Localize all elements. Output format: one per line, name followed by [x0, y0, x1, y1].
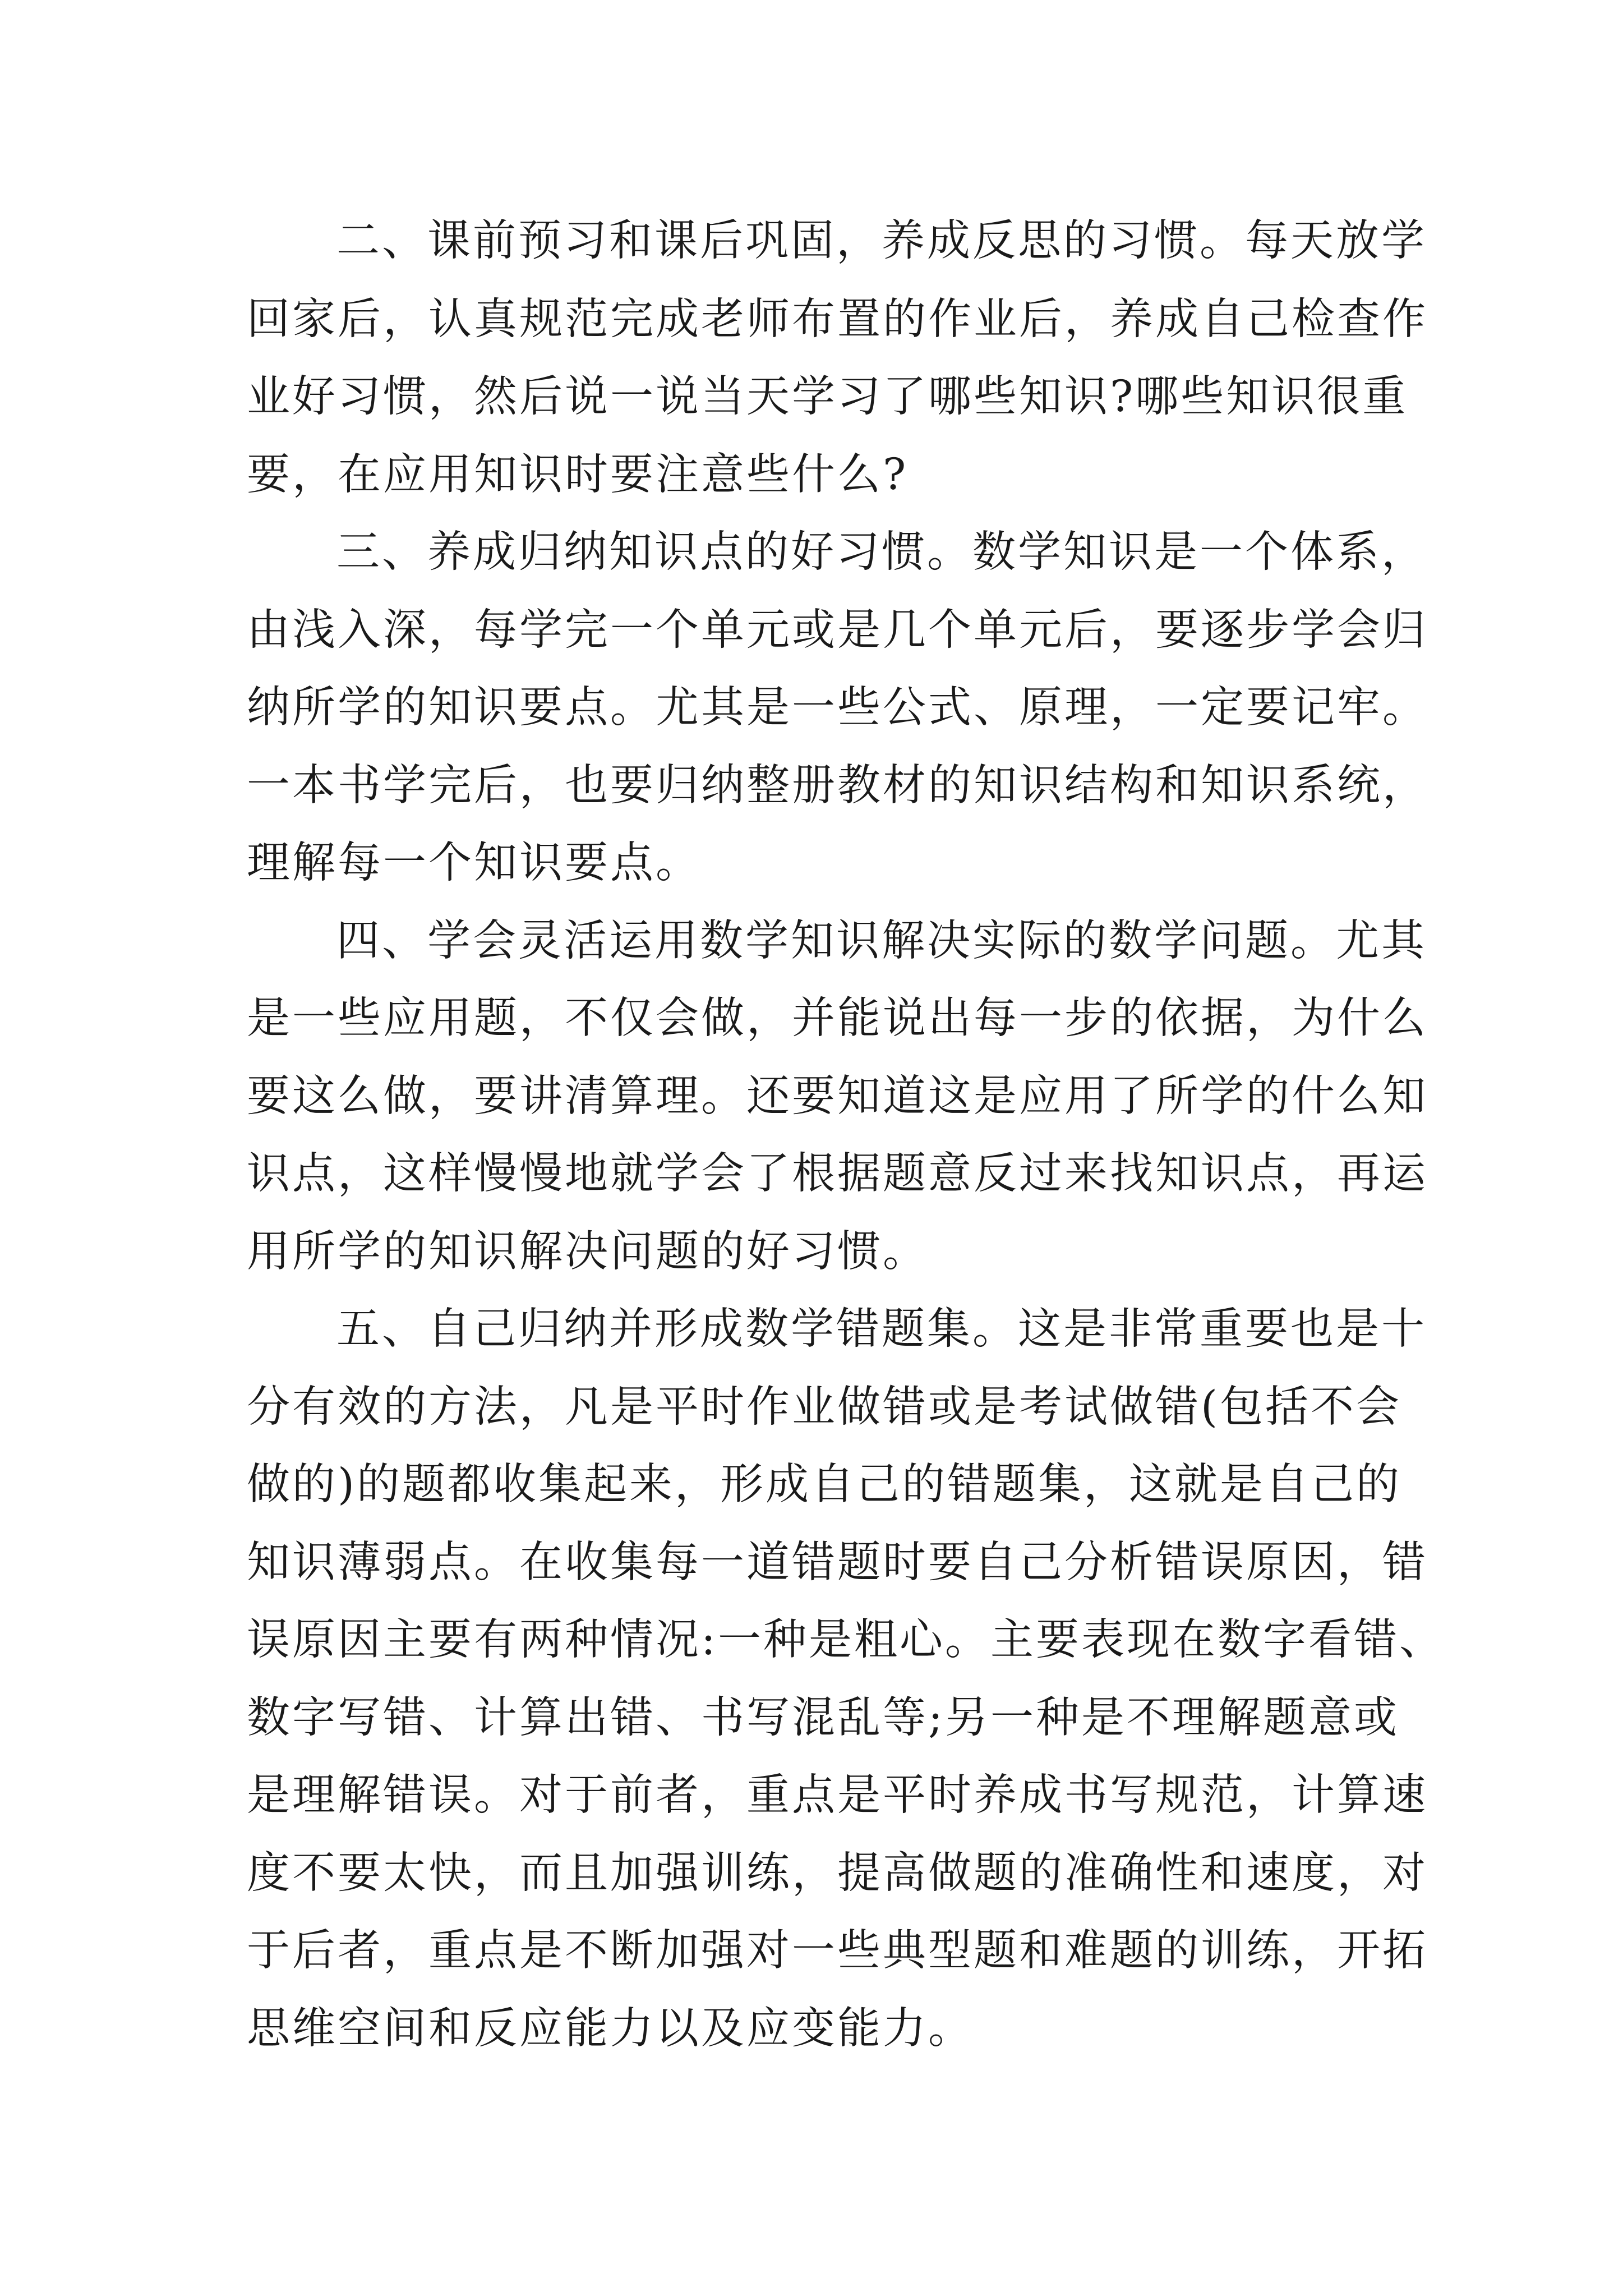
paragraph-4-line-4: 识点，这样慢慢地就学会了根据题意反过来找知识点，再运	[247, 1149, 1428, 1199]
paragraph-3-line-1: 三、养成归纳知识点的好习惯。数学知识是一个体系，	[336, 527, 1427, 577]
paragraph-4-line-2: 是一些应用题，不仅会做，并能说出每一步的依据，为什么	[247, 993, 1428, 1043]
paragraph-4-line-1: 四、学会灵活运用数学知识解决实际的数学问题。尤其	[336, 916, 1427, 966]
paragraph-5-line-1: 五、自己归纳并形成数学错题集。这是非常重要也是十	[336, 1304, 1427, 1354]
paragraph-5-line-7: 是理解错误。对于前者，重点是平时养成书写规范，计算速	[247, 1770, 1428, 1820]
paragraph-5-line-8: 度不要太快，而且加强训练，提高做题的准确性和速度，对	[247, 1848, 1428, 1898]
paragraph-3-line-3: 纳所学的知识要点。尤其是一些公式、原理，一定要记牢。	[247, 683, 1428, 733]
paragraph-4-line-3: 要这么做，要讲清算理。还要知道这是应用了所学的什么知	[247, 1071, 1428, 1121]
paragraph-3-line-4: 一本书学完后，也要归纳整册教材的知识结构和知识系统，	[247, 761, 1428, 811]
paragraph-3-line-2: 由浅入深，每学完一个单元或是几个单元后，要逐步学会归	[247, 605, 1428, 655]
paragraph-2-line-3: 业好习惯，然后说一说当天学习了哪些知识?哪些知识很重	[247, 372, 1408, 422]
paragraph-5-line-6: 数字写错、计算出错、书写混乱等;另一种是不理解题意或	[247, 1693, 1399, 1743]
paragraph-5-line-3: 做的)的题都收集起来，形成自己的错题集，这就是自己的	[247, 1460, 1402, 1510]
paragraph-2-line-4: 要，在应用知识时要注意些什么?	[247, 450, 909, 500]
paragraph-4-line-5: 用所学的知识解决问题的好习惯。	[247, 1227, 928, 1277]
paragraph-5-line-2: 分有效的方法，凡是平时作业做错或是考试做错(包括不会	[247, 1382, 1402, 1432]
paragraph-2-line-1: 二、课前预习和课后巩固，养成反思的习惯。每天放学	[336, 216, 1427, 266]
paragraph-3-line-5: 理解每一个知识要点。	[247, 838, 701, 888]
paragraph-2-line-2: 回家后，认真规范完成老师布置的作业后，养成自己检查作	[247, 295, 1428, 344]
paragraph-5-line-4: 知识薄弱点。在收集每一道错题时要自己分析错误原因，错	[247, 1538, 1428, 1588]
paragraph-5-line-5: 误原因主要有两种情况:一种是粗心。主要表现在数字看错、	[247, 1615, 1445, 1665]
paragraph-5-line-9: 于后者，重点是不断加强对一些典型题和难题的训练，开拓	[247, 1926, 1428, 1976]
paragraph-5-line-10: 思维空间和反应能力以及应变能力。	[247, 2004, 974, 2054]
